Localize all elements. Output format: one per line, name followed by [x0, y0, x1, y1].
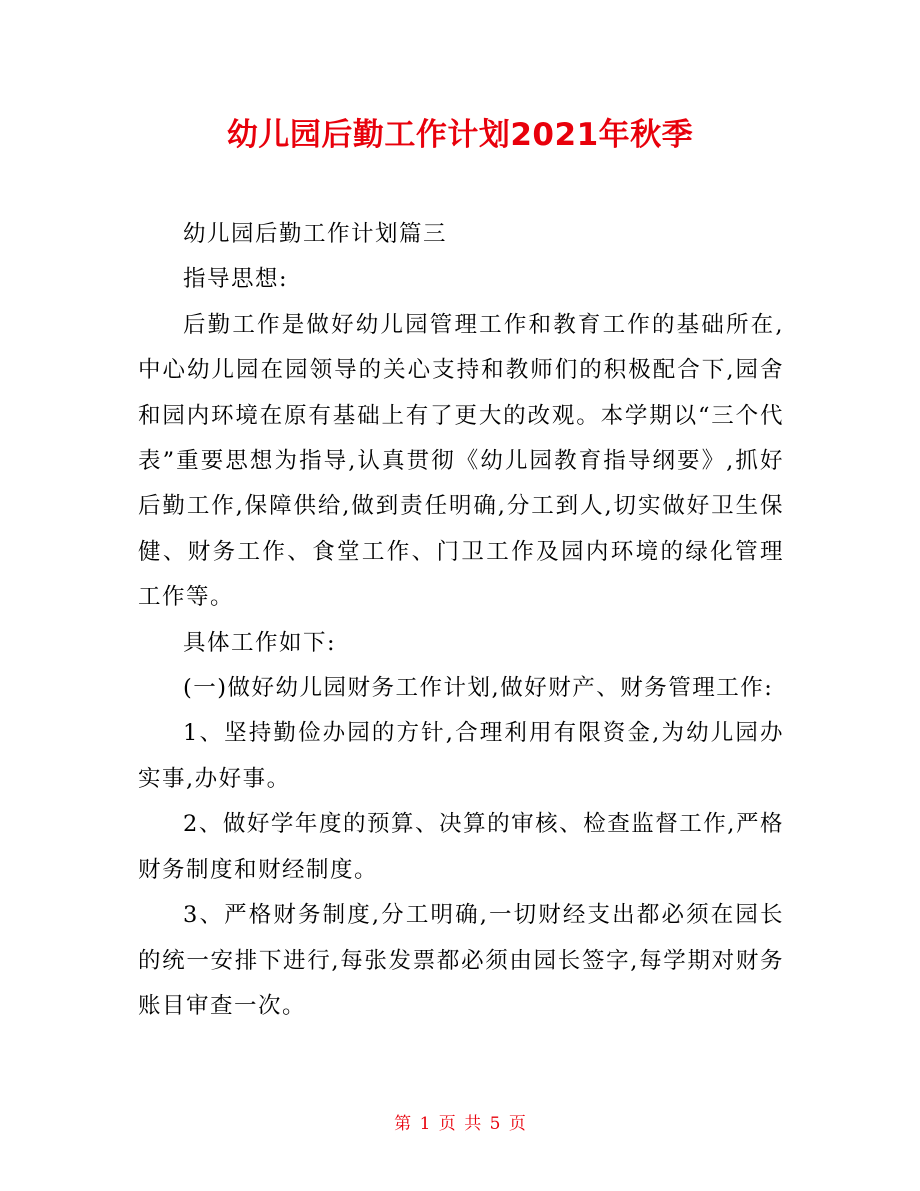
paragraph-guiding-thought-label: 指导思想: [183, 266, 289, 293]
document-body [138, 212, 784, 1029]
paragraph-item-2: 2、做好学年度的预算、决算的审核、检查监督工作,严格财务制度和财经制度。 [138, 811, 784, 883]
page-footer: 第 1 页 共 5 页 [394, 1114, 526, 1134]
paragraph-work-details-label: 具体工作如下: [183, 629, 337, 656]
document-title: 幼儿园后勤工作计划2021年秋季 [226, 117, 694, 153]
paragraph-heading: 幼儿园后勤工作计划篇三 [183, 221, 448, 247]
paragraph-section-one: (一)做好幼儿园财务工作计划,做好财产、财务管理工作: [183, 675, 774, 702]
paragraph-item-3: 3、严格财务制度,分工明确,一切财经支出都必须在园长的统一安排下进行,每张发票都必须由园长签字,每学期对财务账目审查一次。 [138, 902, 784, 1019]
paragraph-item-1: 1、坚持勤俭办园的方针,合理利用有限资金,为幼儿园办实事,办好事。 [138, 720, 784, 792]
paragraph-guiding-thought: 后勤工作是做好幼儿园管理工作和教育工作的基础所在,中心幼儿园在园领导的关心支持和教师们的积极配合下,园舍和园内环境在原有基础上有了更大的改观。本学期以“三个代表”重要思想为指导,认真贯彻《幼儿园教育指导纲要》,抓好后勤工作,保障供给,做到责任明确,分工到人,切实做好卫生保健、财务工作、食堂工作、门卫工作及园内环境的绿化管理工作等。 [138, 311, 784, 611]
